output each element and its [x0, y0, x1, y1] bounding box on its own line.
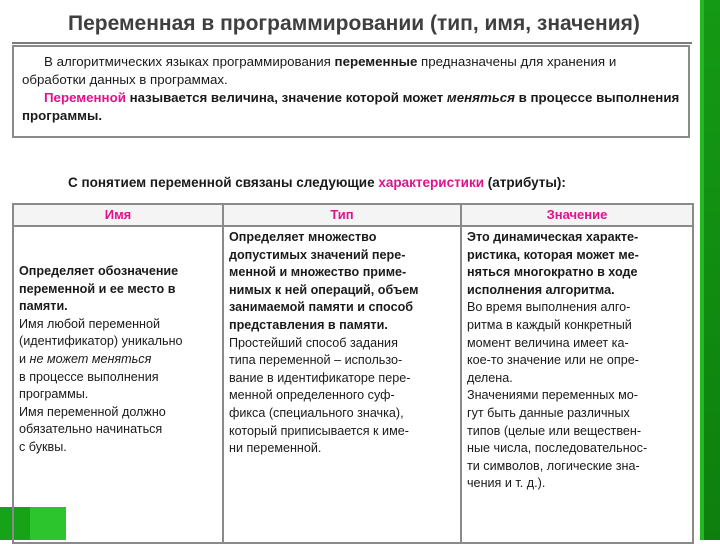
attributes-heading: [68, 175, 688, 190]
definition-box: [12, 45, 690, 138]
type-bold-line: допустимых значений пере-: [229, 247, 406, 262]
header-value: Значение: [461, 204, 693, 226]
type-cell: [223, 226, 461, 543]
definition-text-mid: называется величина, значение которой может: [125, 90, 447, 105]
value-line: чения и т. д.).: [467, 476, 546, 491]
definition-text-end: в процессе выполнения программы.: [22, 90, 680, 123]
decorative-side-band-highlight: [700, 0, 704, 540]
intro-text-start: В алгоритмических языках программирования: [44, 54, 335, 69]
term-variables: переменные: [334, 54, 418, 69]
type-bold-line: нимых к ней операций, объем: [229, 282, 419, 297]
value-line: момент величина имеет ка-: [467, 335, 629, 350]
name-line: (идентификатор) уникально: [19, 334, 183, 349]
value-bold-line: исполнения алгоритма.: [467, 282, 615, 297]
table-row: [13, 226, 693, 543]
type-line: менной определенного суф-: [229, 388, 395, 403]
value-cell: [461, 226, 693, 543]
type-line: вание в идентификаторе пере-: [229, 370, 411, 385]
value-line: типов (целые или веществен-: [467, 423, 642, 438]
value-line: Во время выполнения алго-: [467, 300, 631, 315]
definition-paragraph: [22, 89, 680, 125]
attributes-heading-end: (атрибуты):: [484, 175, 566, 190]
type-bold-line: Определяет множество: [229, 230, 377, 244]
value-line: Значениями переменных мо-: [467, 388, 638, 403]
intro-text-end: предназначены для хранения и обработки данных в программах.: [22, 54, 617, 87]
type-line: Простейший способ задания: [229, 335, 398, 350]
name-bold-line: памяти.: [19, 299, 68, 314]
attributes-table: [12, 203, 694, 544]
attributes-heading-term: характеристики: [378, 175, 485, 190]
type-bold-line: менной и множество приме-: [229, 265, 407, 280]
table-header-row: [13, 204, 693, 226]
definition-emphasis: меняться: [446, 90, 515, 105]
name-line: обязательно начинаться: [19, 422, 163, 437]
header-name: Имя: [13, 204, 223, 226]
value-bold-line: Это динамическая характе-: [467, 230, 639, 244]
value-bold-line: няться многократно в ходе: [467, 265, 638, 280]
page-title: Переменная в программировании (тип, имя, значения): [68, 12, 640, 35]
value-line: кое-то значение или не опре-: [467, 353, 639, 368]
name-line-prefix: и: [19, 351, 30, 366]
name-line: Имя переменной должно: [19, 404, 166, 419]
value-line: ти символов, логические зна-: [467, 458, 640, 473]
type-line: который приписывается к име-: [229, 423, 409, 438]
name-line-mixed: [19, 351, 217, 369]
value-line: ритма в каждый конкретный: [467, 317, 632, 332]
attributes-heading-start: С понятием переменной связаны следующие: [68, 175, 379, 190]
type-line: ни переменной.: [229, 441, 322, 456]
name-bold-line: Определяет обозначение: [19, 264, 179, 278]
name-line-emphasis: не может меняться: [29, 351, 152, 366]
type-line: фикса (специального значка),: [229, 405, 404, 420]
name-bold-line: переменной и ее место в: [19, 281, 176, 296]
value-line: ные числа, последовательнос-: [467, 441, 648, 456]
intro-paragraph: [22, 53, 680, 89]
title-divider: [12, 42, 692, 44]
name-line: в процессе выполнения: [19, 369, 159, 384]
type-bold-line: представления в памяти.: [229, 317, 388, 332]
value-bold-line: ристика, которая может ме-: [467, 247, 639, 262]
name-line: с буквы.: [19, 439, 67, 454]
value-line: гут быть данные различных: [467, 405, 630, 420]
type-bold-line: занимаемой памяти и способ: [229, 300, 414, 315]
name-line: программы.: [19, 387, 89, 402]
name-line: Имя любой переменной: [19, 316, 161, 331]
name-cell: [13, 226, 223, 543]
header-type: Тип: [223, 204, 461, 226]
value-line: делена.: [467, 370, 513, 385]
type-line: типа переменной – использо-: [229, 353, 403, 368]
term-variable: Переменной: [44, 90, 126, 105]
